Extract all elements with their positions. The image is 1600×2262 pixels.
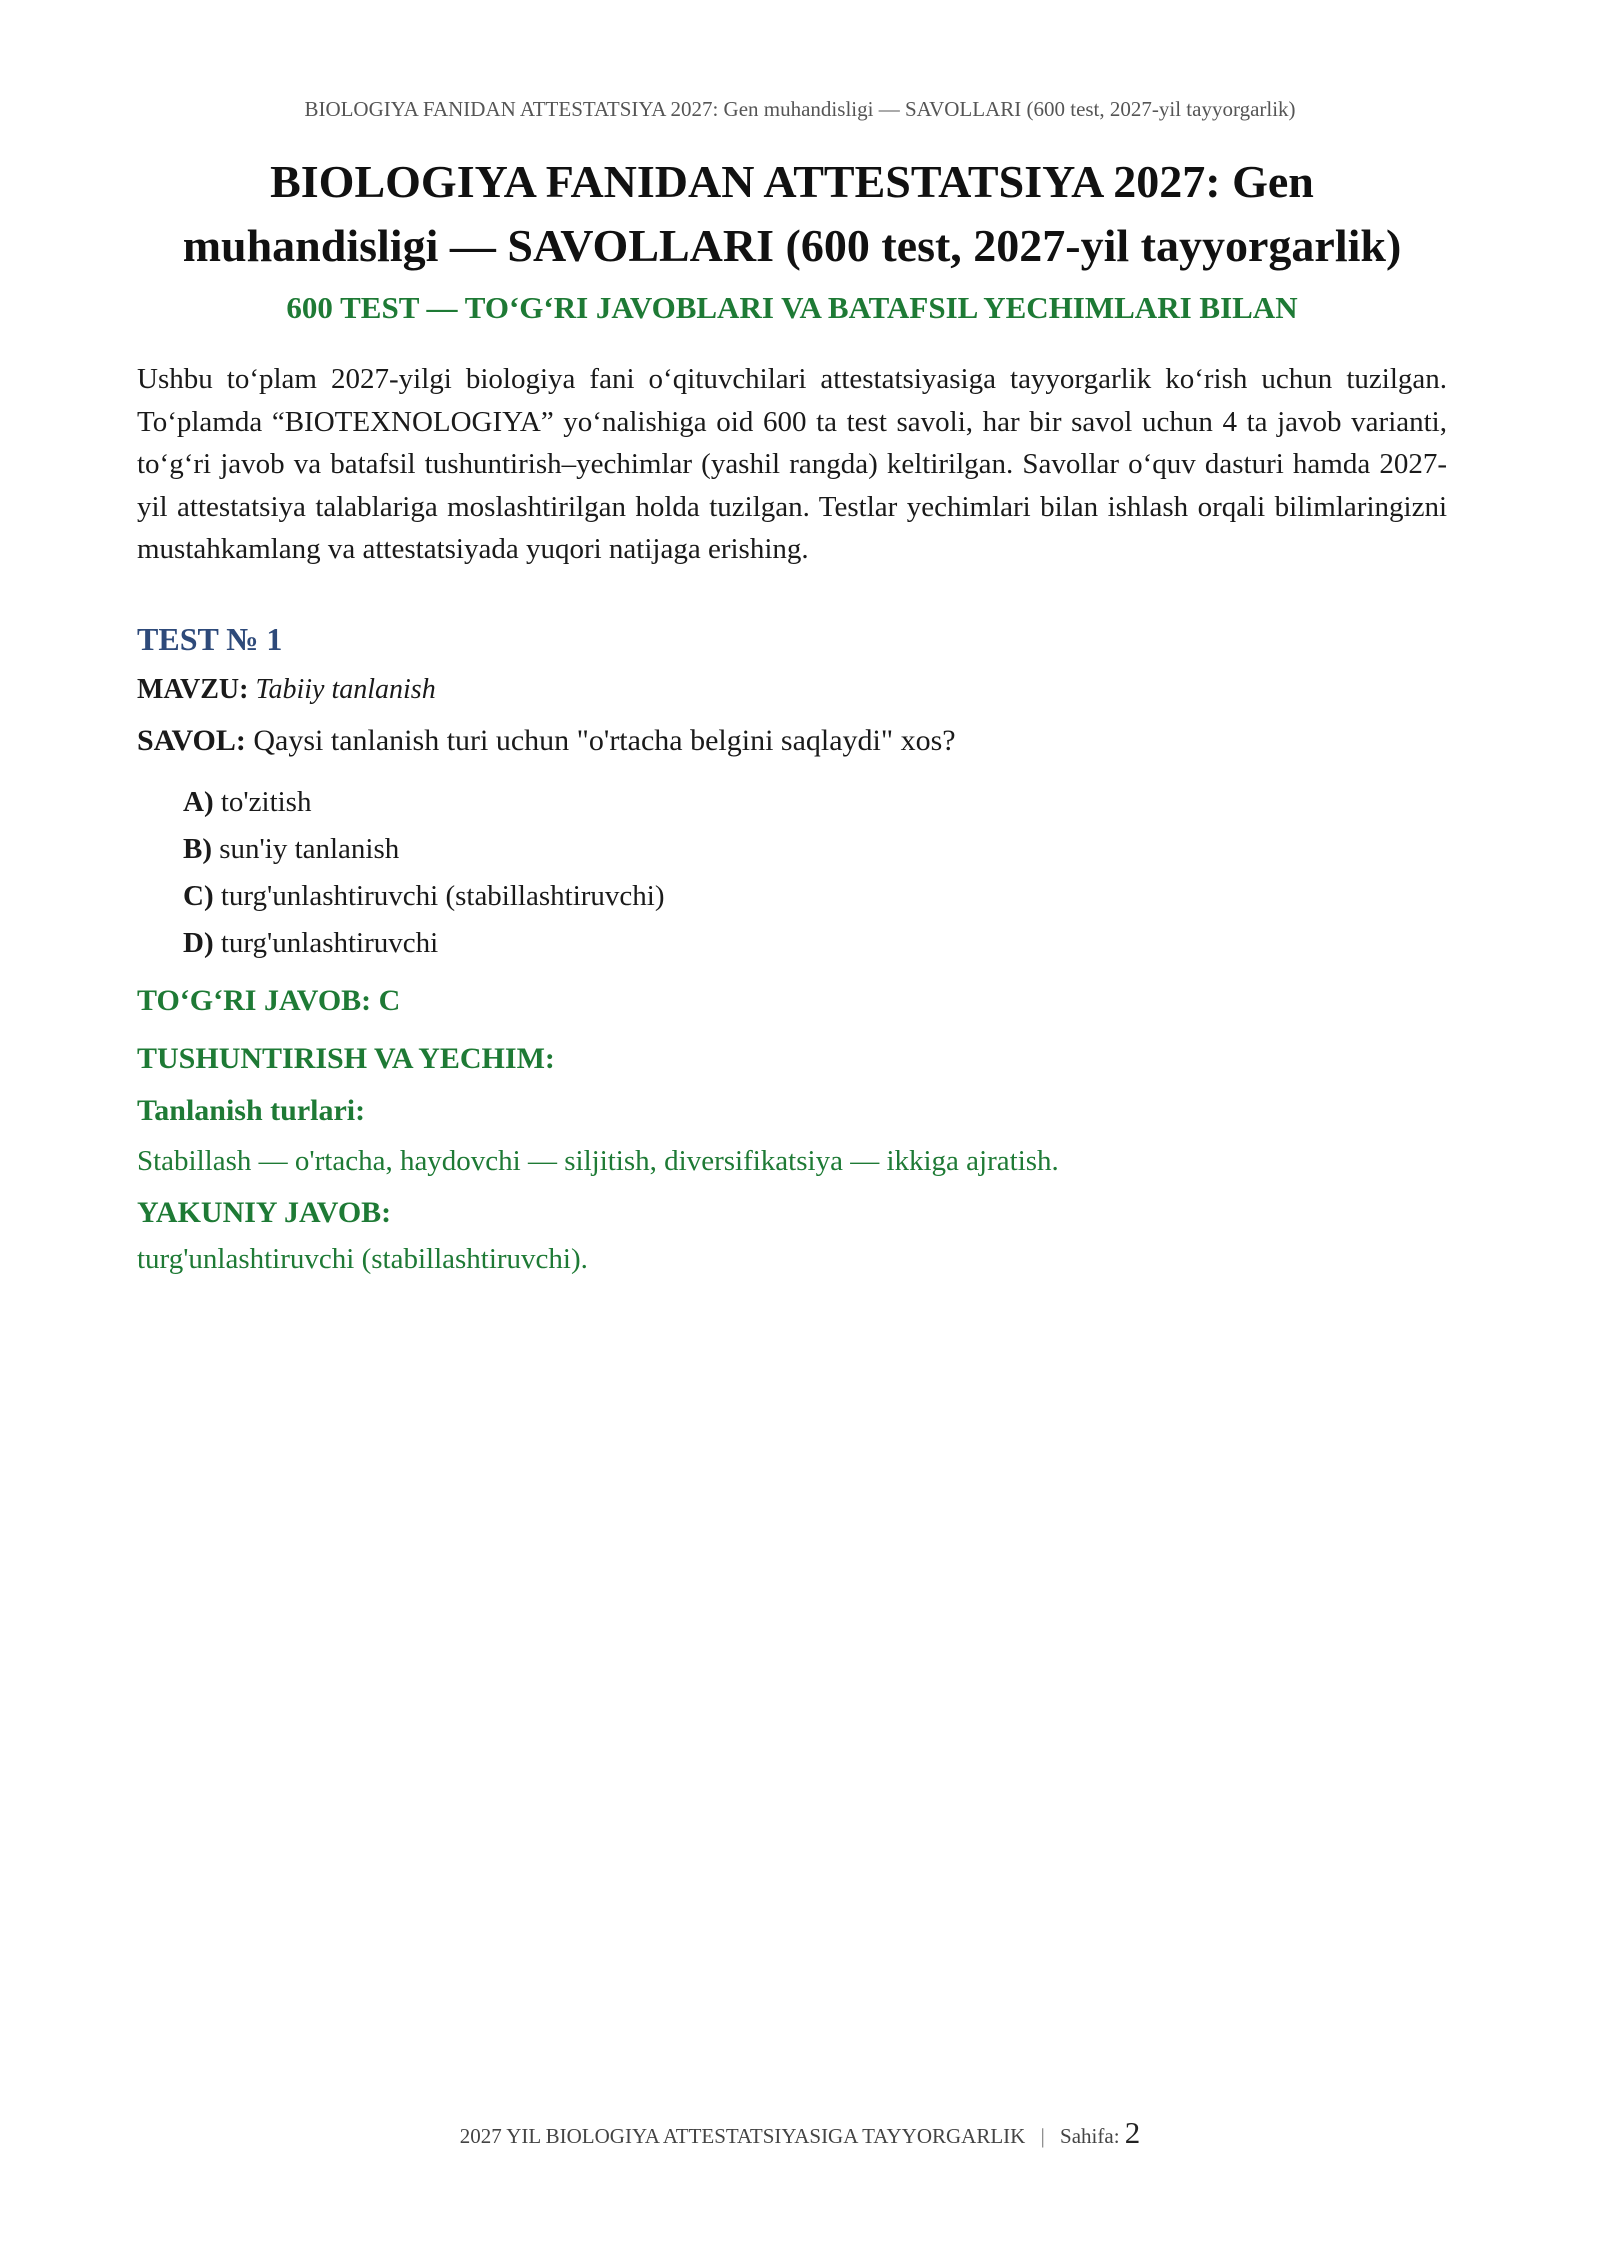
option-letter: D)	[183, 926, 214, 959]
test-heading: TEST № 1	[137, 620, 283, 657]
answer-option-a	[183, 779, 1447, 826]
option-text: turg'unlashtiruvchi	[220, 926, 439, 959]
document-title	[137, 150, 1447, 278]
topic-value: Tabiiy tanlanish	[255, 673, 436, 705]
question-text: Qaysi tanlanish turi uchun "o'rtacha belgini saqlaydi" xos?	[253, 723, 956, 757]
footer-text: 2027 YIL BIOLOGIYA ATTESTATSIYASIGA TAYYORGARLIK	[459, 2124, 1026, 2148]
option-letter: C)	[183, 879, 214, 912]
option-text: turg'unlashtiruvchi (stabillashtiruvchi)	[220, 879, 665, 912]
page-label: Sahifa:	[1060, 2124, 1120, 2148]
document-title-line-2: muhandisligi — SAVOLLARI (600 test, 2027-yil tayyorgarlik)	[182, 220, 1402, 271]
correct-answer: TO‘G‘RI JAVOB: C	[137, 983, 401, 1017]
topic-line	[137, 671, 1447, 709]
document-title-line-1: BIOLOGIYA FANIDAN ATTESTATSIYA 2027: Gen	[270, 156, 1314, 207]
explanation-title: TUSHUNTIRISH VA YECHIM:	[137, 1041, 555, 1075]
explanation-text: Stabillash — o'rtacha, haydovchi — siljitish, diversifikatsiya — ikkiga ajratish.	[137, 1144, 1059, 1177]
answer-option-c	[183, 873, 1447, 920]
final-answer-title: YAKUNIY JAVOB:	[137, 1195, 392, 1229]
topic-label: MAVZU:	[137, 673, 249, 705]
answer-option-d	[183, 920, 1447, 967]
option-text: sun'iy tanlanish	[219, 832, 400, 865]
final-answer-text: turg'unlashtiruvchi (stabillashtiruvchi).	[137, 1242, 588, 1275]
answer-option-b	[183, 826, 1447, 873]
option-letter: A)	[183, 785, 214, 818]
footer-separator: |	[1040, 2124, 1045, 2148]
explanation-subtitle: Tanlanish turlari:	[137, 1093, 366, 1127]
page-number: 2	[1124, 2115, 1141, 2150]
option-text: to'zitish	[220, 785, 312, 818]
page-footer	[0, 2113, 1600, 2156]
intro-paragraph: Ushbu to‘plam 2027-yilgi biologiya fani o‘qituvchilari attestatsiyasiga tayyorgarlik ko‘rish uchun tuzilgan. To‘plamda “BIOTEXNOLOGIYA” yo‘nalishiga oid 600 ta test savoli, har bir savol uchun 4 ta javob varianti, to‘g‘ri javob va batafsil tushuntirish–yechimlar (yashil rangda) keltirilgan. Savollar o‘quv dasturi hamda 2027-yil attestatsiya talablariga moslashtirilgan holda tuzilgan. Testlar yechimlari bilan ishlash orqali bilimlaringizni mustahkamlang va attestatsiyada yuqori natijaga erishing.	[137, 363, 1447, 565]
page-content	[137, 150, 1447, 1279]
running-header: BIOLOGIYA FANIDAN ATTESTATSIYA 2027: Gen muhandisligi — SAVOLLARI (600 test, 2027-yil tayyorgarlik)	[304, 97, 1296, 121]
document-subtitle: 600 TEST — TO‘G‘RI JAVOBLARI VA BATAFSIL YECHIMLARI BILAN	[286, 290, 1298, 325]
question-label: SAVOL:	[137, 723, 246, 757]
answer-options	[183, 779, 1447, 967]
option-letter: B)	[183, 832, 212, 865]
question-line	[137, 721, 1447, 761]
